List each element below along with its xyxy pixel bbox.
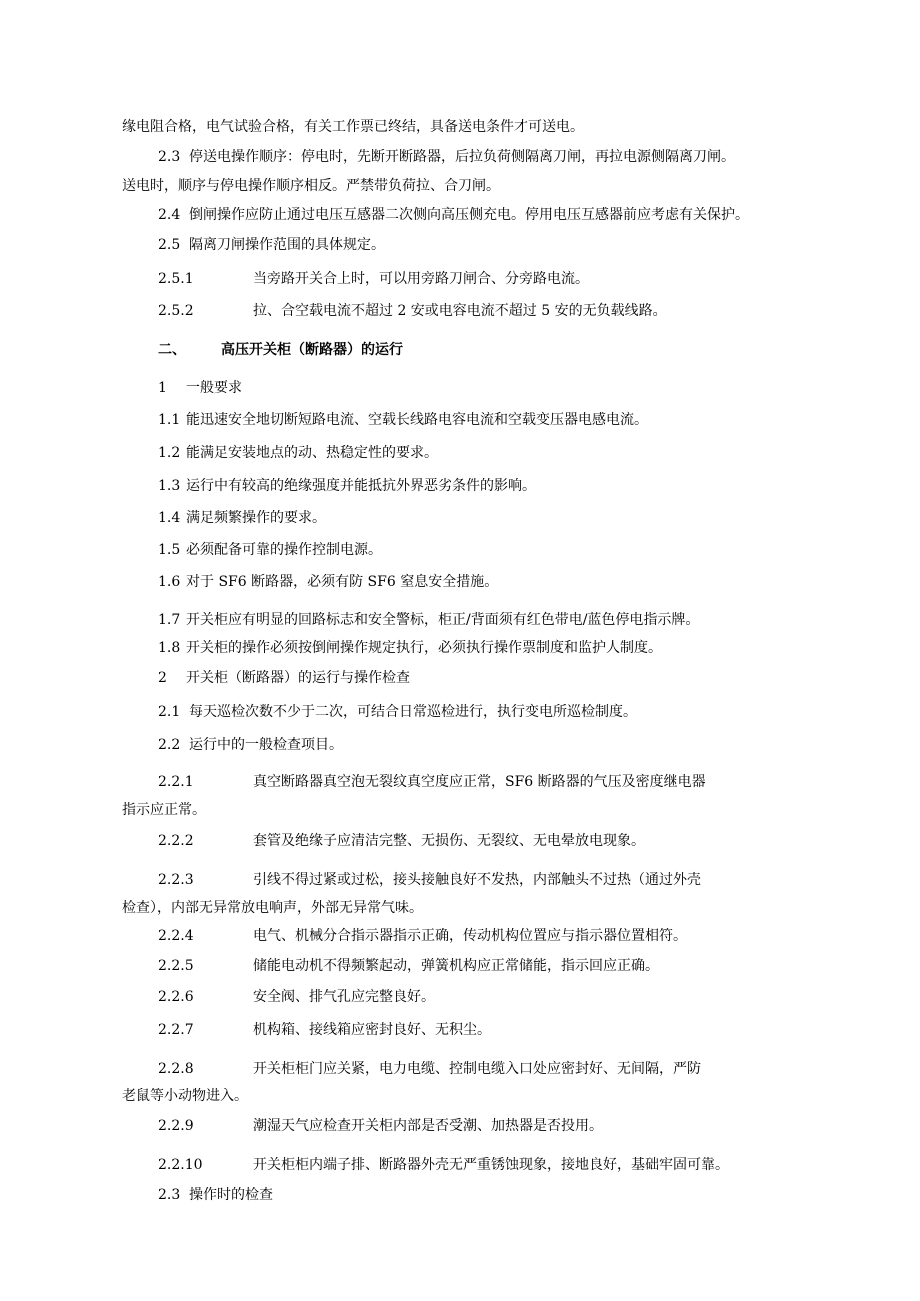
- item-number: 2.2.7: [158, 1022, 194, 1038]
- item-text: 一般要求: [186, 380, 242, 396]
- item-number: 2.2.3: [158, 872, 194, 888]
- item-text: 运行中有较高的绝缘强度并能抵抗外界恶劣条件的影响。: [186, 478, 536, 494]
- item-text: 停送电操作顺序：停电时，先断开断路器，后拉负荷侧隔离刀闸，再拉电源侧隔离刀闸。: [189, 149, 735, 165]
- item-number: 1: [158, 380, 167, 396]
- item-text: 开关柜柜门应关紧，电力电缆、控制电缆入口处应密封好、无间隔，严防: [253, 1061, 701, 1077]
- item-text: 对于 SF6 断路器，必须有防 SF6 窒息安全措施。: [186, 574, 499, 590]
- item-number: 2.4: [158, 207, 181, 223]
- item-text: 倒闸操作应防止通过电压互感器二次侧向高压侧充电。停用电压互感器前应考虑有关保护。: [189, 207, 749, 223]
- item-number: 2.2: [158, 737, 181, 753]
- item-number: 2.2.10: [158, 1157, 203, 1173]
- item-number: 1.8: [158, 640, 181, 656]
- paragraph-line: 检查），内部无异常放电响声，外部无异常气味。: [122, 900, 423, 916]
- item-text: 潮湿天气应检查开关柜内部是否受潮、加热器是否投用。: [253, 1118, 603, 1134]
- item-number: 2.2.9: [158, 1118, 194, 1134]
- item-text: 开关柜柜内端子排、断路器外壳无严重锈蚀现象，接地良好，基础牢固可靠。: [253, 1157, 729, 1173]
- item-number: 2.2.6: [158, 989, 194, 1005]
- paragraph-line: 老鼠等小动物进入。: [122, 1088, 248, 1104]
- item-number: 2.5: [158, 237, 181, 253]
- paragraph-line: 缘电阻合格，电气试验合格，有关工作票已终结，具备送电条件才可送电。: [122, 119, 584, 135]
- item-number: 1.2: [158, 445, 181, 461]
- item-text: 隔离刀闸操作范围的具体规定。: [189, 237, 385, 253]
- item-text: 开关柜的操作必须按倒闸操作规定执行，必须执行操作票制度和监护人制度。: [186, 640, 662, 656]
- item-number: 2.5.2: [158, 303, 194, 319]
- item-text: 电气、机械分合指示器指示正确，传动机构位置应与指示器位置相符。: [253, 928, 687, 944]
- item-text: 引线不得过紧或过松，接头接触良好不发热，内部触头不过热（通过外壳: [253, 872, 701, 888]
- item-number: 2: [158, 670, 167, 686]
- item-text: 开关柜应有明显的回路标志和安全警标，柜正/背面须有红色带电/蓝色停电指示牌。: [186, 612, 700, 628]
- paragraph-line: 指示应正常。: [122, 802, 206, 818]
- item-text: 拉、合空载电流不超过 2 安或电容电流不超过 5 安的无负载线路。: [253, 303, 667, 319]
- item-text: 满足频繁操作的要求。: [186, 510, 326, 526]
- item-text: 开关柜（断路器）的运行与操作检查: [186, 670, 410, 686]
- item-text: 运行中的一般检查项目。: [189, 737, 343, 753]
- item-text: 当旁路开关合上时，可以用旁路刀闸合、分旁路电流。: [253, 271, 589, 287]
- item-number: 1.3: [158, 478, 181, 494]
- item-number: 2.3: [158, 1187, 181, 1203]
- item-text: 储能电动机不得频繁起动，弹簧机构应正常储能，指示回应正确。: [253, 958, 659, 974]
- item-text: 套管及绝缘子应清洁完整、无损伤、无裂纹、无电晕放电现象。: [253, 833, 645, 849]
- item-text: 必须配备可靠的操作控制电源。: [186, 542, 382, 558]
- item-number: 2.2.2: [158, 833, 194, 849]
- item-number: 1.5: [158, 542, 181, 558]
- item-text: 真空断路器真空泡无裂纹真空度应正常，SF6 断路器的气压及密度继电器: [253, 774, 706, 790]
- paragraph-line: 送电时，顺序与停电操作顺序相反。严禁带负荷拉、合刀闸。: [122, 178, 500, 194]
- item-number: 2.2.8: [158, 1061, 194, 1077]
- item-number: 1.6: [158, 574, 181, 590]
- item-text: 能迅速安全地切断短路电流、空载长线路电容电流和空载变压器电感电流。: [186, 412, 648, 428]
- item-number: 2.5.1: [158, 271, 194, 287]
- item-text: 能满足安装地点的动、热稳定性的要求。: [186, 445, 438, 461]
- item-text: 操作时的检查: [189, 1187, 273, 1203]
- item-text: 安全阀、排气孔应完整良好。: [253, 989, 435, 1005]
- item-number: 2.2.1: [158, 774, 194, 790]
- item-number: 1.1: [158, 412, 181, 428]
- item-number: 2.2.5: [158, 958, 194, 974]
- item-number: 1.7: [158, 612, 181, 628]
- item-number: 2.1: [158, 704, 181, 720]
- item-number: 2.2.4: [158, 928, 194, 944]
- item-number: 2.3: [158, 149, 181, 165]
- item-number: 1.4: [158, 510, 181, 526]
- item-text: 每天巡检次数不少于二次，可结合日常巡检进行，执行变电所巡检制度。: [189, 704, 637, 720]
- section-heading: 高压开关柜（断路器）的运行: [221, 342, 403, 358]
- item-text: 机构箱、接线箱应密封良好、无积尘。: [253, 1022, 491, 1038]
- section-number: 二、: [158, 342, 186, 358]
